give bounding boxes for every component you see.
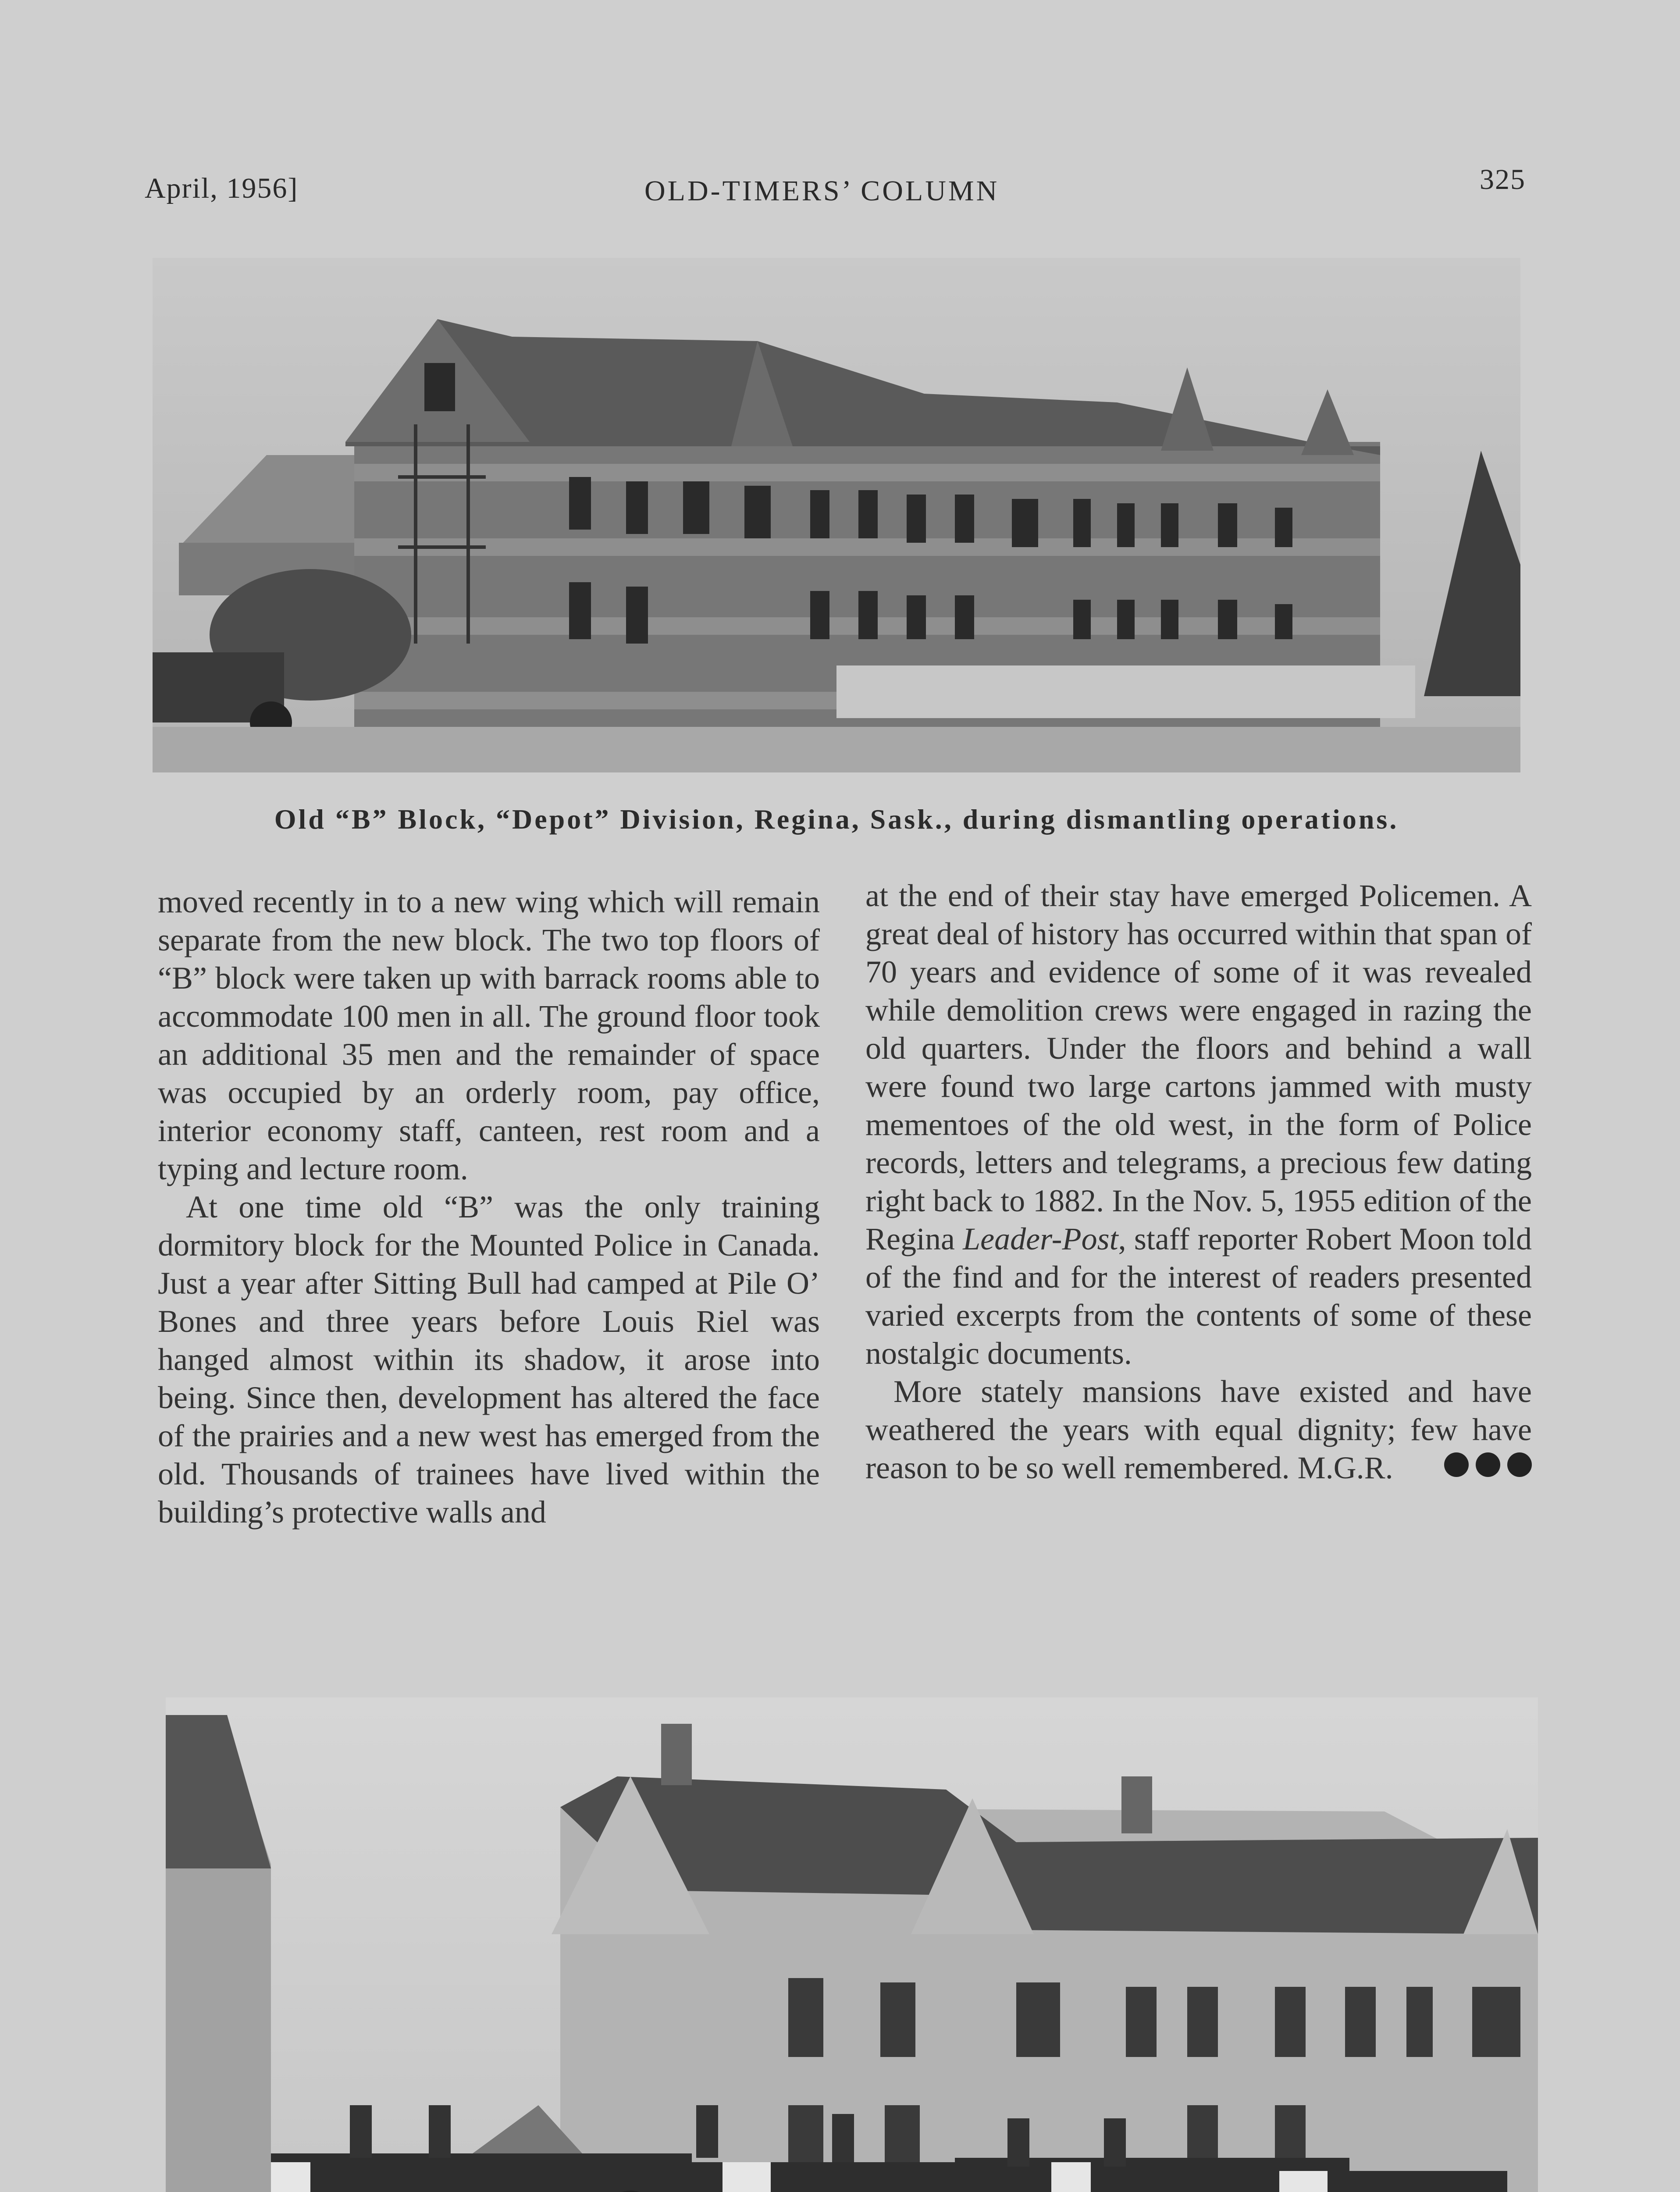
paragraph: moved recently in to a new wing which will remain separate from the new block. The two top floors of “B” block were taken up with barrack rooms able to accommodate 100 men in all. The ground floor took an additional 35 men and the remainder of space was occupied by an orderly room, pay office, interior economy staff, canteen, rest room and a typing and lecture room.	[158, 884, 820, 1186]
article-left-column	[158, 883, 820, 1531]
photo-caption-top: Old “B” Block, “Depot” Division, Regina, Sask., during dismantling operations.	[274, 804, 1399, 835]
page-header	[145, 163, 1526, 211]
section-title: OLD-TIMERS’ COLUMN	[644, 175, 1000, 207]
newspaper-title: Leader-Post	[963, 1221, 1118, 1256]
paragraph-text: at the end of their stay have emerged Policemen. A great deal of history has occurred within that span of 70 years and evidence of some of it was revealed while demolition crews were engaged in razing the old quarters. Under the floors and behind a wall were found two large cartons jammed with musty mementoes of the old west, in the form of Police records, letters and telegrams, a precious few dating right back to 1882. In the Nov. 5, 1955 edition of the Regina	[865, 878, 1532, 1256]
issue-date: April, 1956]	[145, 172, 299, 204]
paragraph: At one time old “B” was the only training dormitory block for the Mounted Police in Canada. Just a year after Sitting Bull had camped at Pile O’ Bones and three years before Louis Riel was hanged almost within its shadow, it arose into being. Since then, development has altered the face of the prairies and a new west has emerged from the old. Thousands of trainees have lived within the building’s protective walls and	[158, 1189, 820, 1530]
end-of-article-dots	[1444, 1452, 1532, 1477]
paragraph	[865, 877, 1532, 1373]
page-number: 325	[1480, 164, 1526, 196]
article-right-column	[865, 877, 1532, 1487]
photo-nwmp-detachment	[166, 1697, 1538, 2192]
paragraph	[865, 1373, 1532, 1487]
paragraph-text: , staff reporter Robert Moon told of the find and for the interest of readers presented varied excerpts from the contents of some of these nostalgic documents.	[865, 1221, 1532, 1371]
paragraph-text: More stately mansions have existed and have weathered the years with equal dignity; few have reason to be so well remembered. M.G.R.	[865, 1374, 1532, 1485]
photo-old-b-block	[153, 258, 1520, 772]
